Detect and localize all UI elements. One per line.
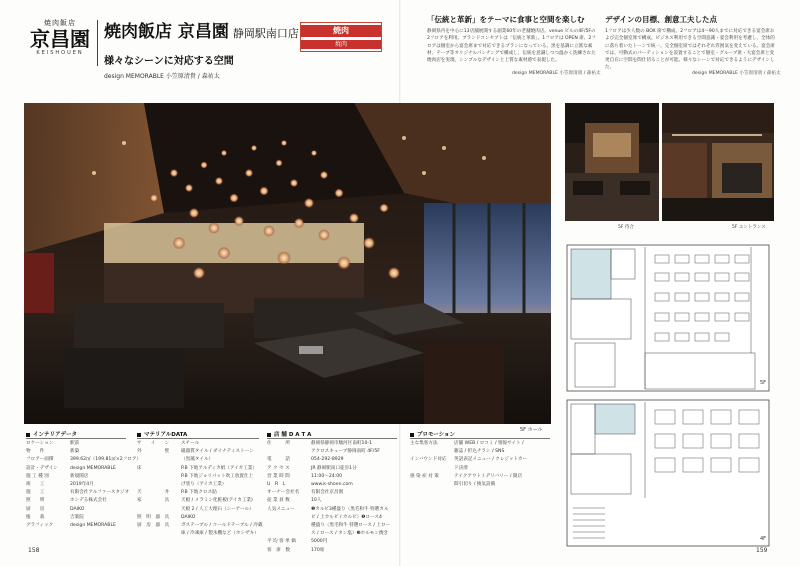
interior-heading-text: インテリアデータ — [33, 432, 78, 438]
data-value: ビ / 上カルビ / カルビ）❷ロース4 — [311, 514, 382, 520]
data-row — [26, 440, 126, 448]
data-row — [267, 497, 397, 505]
floor-plan-5f — [565, 243, 771, 393]
data-key — [410, 465, 454, 473]
data-row — [410, 481, 555, 489]
data-key: 天 井 — [137, 490, 170, 496]
waiting-area-illustration — [565, 103, 659, 221]
data-value: アクロスキューブ静岡南町 4F/5F — [311, 449, 380, 455]
logo-main-text: 京昌園 — [30, 27, 90, 51]
data-row — [26, 489, 130, 497]
data-row — [26, 497, 126, 505]
data-value: 駅前 — [70, 441, 80, 446]
page-number-left: 158 — [28, 547, 40, 554]
design-credit: design MEMORABLE 小笠原清貴 / 森祐太 — [104, 73, 220, 80]
main-photo-hall — [24, 103, 551, 424]
data-key — [137, 481, 181, 489]
article-title — [104, 17, 299, 42]
data-row — [26, 506, 126, 514]
data-key — [267, 522, 311, 530]
data-row — [137, 522, 263, 530]
main-photo-caption: 5F ホール — [520, 427, 543, 433]
text-heading-1: 「伝統と革新」をテーマに食事と空間を楽しむ — [427, 15, 585, 24]
data-key: 物 件 — [26, 449, 45, 455]
text-credit-1: design MEMORABLE 小笠原清貴 / 森祐太 — [512, 71, 601, 76]
data-value: design MEMORABLE — [70, 465, 116, 471]
data-key — [267, 514, 311, 522]
data-value: 静岡県静岡市駿河区南町10-1 — [311, 441, 372, 446]
data-row — [137, 514, 259, 522]
data-key: 外 壁 — [137, 449, 170, 455]
restaurant-logo — [28, 18, 92, 68]
data-value: げ塗り（アイカ工業） — [181, 482, 227, 488]
data-key: フロアー面積 — [26, 457, 54, 463]
data-value: 種盛り（黒毛和牛 特選ロース / 上ロー — [311, 523, 391, 529]
data-key: 厨 房 — [26, 506, 45, 512]
data-value: 054-292-8929 — [311, 457, 344, 463]
floor-plan-4f — [565, 398, 771, 548]
data-key: グラフィック — [26, 523, 54, 529]
data-key: 感 染 症 対 策 — [410, 473, 439, 479]
category-tag — [300, 22, 382, 52]
data-value: 吉楽院 — [70, 514, 84, 520]
data-row — [137, 506, 259, 514]
data-key: サ イ ン — [137, 441, 170, 446]
data-row — [410, 465, 555, 473]
text-body-2: 1フロアは少人数の BOX 席で構成、2フロアは4～90人までに対応できる宴会席および完全個室席で構成。ビジネス利用できる空間意識・宴会利用を考慮し、全体的に落ち着いたトーンで統一。完全個室席ではそれぞれ雰囲気を変えている。宴会席では、可動式のパーティションを設置することで個室・グループ席・大宴会席と変更自在に空間を間仕切ることが可能。様々なシーンで対応できるようにデザインした。 — [605, 29, 775, 71]
data-key — [137, 473, 181, 481]
data-value: 磁器質タイル / ダイナティストーン — [181, 449, 254, 455]
photo-waiting-area — [565, 103, 659, 221]
data-value: 雑誌 / 折込チラシ / SNS — [454, 449, 505, 455]
data-row — [26, 448, 126, 456]
data-value: 有限会社アルファースタジオ — [70, 490, 130, 496]
text-heading-2: デザインの目標、創意工夫した点 — [605, 15, 717, 24]
caption-waiting: 5F 待合 — [618, 225, 634, 230]
data-key: 従 業 員 数 — [267, 498, 290, 504]
data-value: www.k-shoen.com — [311, 482, 353, 488]
data-row — [267, 448, 397, 456]
text-body-1: 静岡県内を中心に13店舗展開する創業60年の老舗焼肉店。venue ビルの4F/5Fの2フロアを利用。ブランドコンセプトは「伝統と革新」。1フロアは OPEN 席、2フロアは個室から宴会席まで対応できるプランになっている。黒を基調に立派な素材、テーブ等オリジナルパンチングで構成し、伝統を意識しつつ温かく洗練された焼肉店を実現。シンプルなデザインと上質な素材感で表現した。 — [427, 29, 596, 64]
data-row — [267, 538, 397, 546]
data-row — [267, 456, 397, 464]
category-label: 焼肉 — [301, 25, 381, 37]
data-key: 平 均 客 単 価 — [267, 539, 296, 545]
shop-heading-text: 店 舗 D A T A — [274, 432, 312, 438]
data-value: ド決済 — [454, 465, 468, 471]
data-key: 竣 工 — [26, 482, 45, 488]
data-key: 住 所 — [267, 441, 290, 446]
promotion-table — [410, 440, 555, 489]
title-text: 焼肉飯店 京昌園 — [104, 22, 229, 42]
logo-top-text: 焼肉飯店 — [44, 19, 76, 27]
material-heading-text: マテリアルDATA — [144, 432, 188, 438]
data-value: （黒藻タイル） — [181, 457, 214, 463]
branch-text: 静岡駅南口店 — [232, 27, 299, 40]
data-value: 庫 / 冷凍庫 / 製氷機など（ホシザキ） — [181, 531, 259, 537]
data-key — [410, 448, 454, 456]
data-value: 間引切り / 換気設備 — [454, 482, 496, 488]
data-key: 客 席 数 — [267, 547, 290, 553]
interior-data-heading — [26, 430, 126, 439]
data-value: 店舗 WEB / ロコミ / 情報サイト / — [454, 441, 524, 446]
data-key — [137, 530, 181, 538]
data-row — [267, 481, 397, 489]
data-value: JR 静岡駅南口徒歩1分 — [311, 465, 357, 471]
data-row — [267, 506, 397, 514]
entrance-illustration — [662, 103, 774, 221]
shop-data-heading — [267, 430, 397, 439]
data-row — [267, 473, 397, 481]
data-key: 人気メニュー — [267, 506, 295, 512]
text-credit-2: design MEMORABLE 小笠原清貴 / 森祐太 — [692, 71, 781, 76]
data-key: インバウンド対応 — [410, 457, 447, 463]
data-row — [410, 473, 555, 481]
data-key — [267, 448, 311, 456]
floor-plan-5f-drawing — [565, 243, 771, 393]
material-data-heading — [137, 430, 259, 439]
data-value: ❶カルビ3種盛り（黒毛和牛 特選カル — [311, 506, 389, 512]
shop-data-table — [267, 440, 397, 555]
data-key — [267, 530, 311, 538]
data-row — [137, 489, 259, 497]
data-key: オーナー会社名 — [267, 490, 300, 496]
data-key: 営 業 時 間 — [267, 473, 290, 479]
data-key — [410, 481, 454, 489]
data-row — [26, 465, 126, 473]
data-row — [137, 473, 259, 481]
floor-label-5f: 5F — [760, 380, 767, 386]
data-row — [137, 456, 259, 464]
data-row — [26, 456, 142, 464]
data-row — [267, 514, 397, 522]
photo-entrance — [662, 103, 774, 221]
data-row — [267, 489, 397, 497]
data-key: ロケーション — [26, 441, 54, 446]
data-row — [137, 440, 259, 448]
data-row — [137, 530, 259, 538]
data-value: 新規開店 — [70, 473, 89, 479]
floor-plan-4f-drawing — [565, 398, 771, 548]
data-value: P.B 下地クロス貼 — [181, 490, 217, 496]
data-key — [137, 506, 181, 514]
page-number-right: 159 — [756, 547, 768, 554]
data-row — [410, 456, 555, 464]
data-key: 床 — [137, 465, 142, 471]
data-key: 照 明 器 具 — [137, 514, 170, 520]
interior-data-table — [26, 440, 142, 530]
data-value: テイクアウト / デリバリー / 開店 — [454, 473, 523, 479]
data-value: 有限会社京昌園 — [311, 490, 344, 496]
caption-entrance: 5F エントランス — [732, 225, 766, 230]
data-row — [410, 440, 555, 448]
data-value: 399.62㎡（199.81㎡×2フロア） — [70, 457, 142, 463]
data-key: ア ク セ ス — [267, 465, 290, 471]
data-value: 天板 2 / 人工大理石（シーアール） — [181, 506, 254, 512]
data-row — [137, 481, 259, 489]
data-value: P.B 下地ジョリパット吹工放置仕上 — [181, 473, 254, 479]
promotion-heading — [410, 430, 550, 439]
data-row — [26, 473, 126, 481]
data-key: 植 栽 — [26, 514, 45, 520]
data-value: 2019年4月 — [70, 482, 94, 488]
data-row — [410, 448, 555, 456]
data-row — [267, 522, 397, 530]
data-row — [26, 514, 126, 522]
data-row — [26, 481, 126, 489]
data-value: 11:00～24:00 — [311, 473, 343, 479]
data-row — [26, 522, 126, 530]
data-key: U R L — [267, 482, 286, 488]
data-value: DAIKO — [181, 514, 196, 520]
restaurant-hall-illustration — [24, 103, 551, 424]
data-key: 電 話 — [267, 457, 290, 463]
data-row — [267, 440, 397, 448]
title-divider — [97, 20, 98, 66]
data-value: 英語表記メニュー / クレジットカー — [454, 457, 528, 463]
data-key — [137, 456, 181, 464]
data-value: ホシデる株式会社 — [70, 498, 107, 504]
category-sublabel: 焼肉 — [301, 40, 381, 49]
data-key: 設計・デザイン — [26, 465, 58, 471]
data-row — [267, 547, 397, 555]
data-value: 天板 / メラミン化粧板(アイカ工業) — [181, 498, 253, 504]
data-key: 施 工 — [26, 490, 45, 496]
article-subtitle: 様々なシーンに対応する空間 — [104, 56, 234, 67]
data-value: ガステーブル / コールドテーブル / 冷蔵 — [181, 523, 263, 529]
data-key: 照 明 — [26, 498, 45, 504]
data-key: 厨 房 器 具 — [137, 523, 170, 529]
data-value: DAIKO — [70, 506, 85, 512]
data-key: 家 具 — [137, 498, 170, 504]
data-key: 施 工 種 別 — [26, 473, 49, 479]
data-row — [137, 465, 259, 473]
data-key: 主な集客方法 — [410, 441, 438, 446]
data-row — [267, 530, 397, 538]
data-row — [137, 497, 259, 505]
floor-label-4f: 4F — [760, 536, 767, 542]
data-value: P.B 下地アルディカ紙（アイカ工業） — [181, 465, 257, 471]
data-row — [267, 465, 397, 473]
data-value: 170席 — [311, 547, 325, 553]
data-value: 10人 — [311, 498, 322, 504]
data-value: design MEMORABLE — [70, 523, 116, 529]
data-value: ス / ロース / タン塩）❸ホルモン焼き — [311, 531, 389, 537]
data-row — [137, 448, 259, 456]
data-value: スチール — [181, 441, 200, 446]
promotion-heading-text: プロモーション — [417, 432, 456, 438]
data-value: 5000円 — [311, 539, 328, 545]
material-data-table — [137, 440, 263, 538]
data-value: 新築 — [70, 449, 80, 455]
logo-sub-text: KEISHOUEN — [36, 50, 84, 56]
